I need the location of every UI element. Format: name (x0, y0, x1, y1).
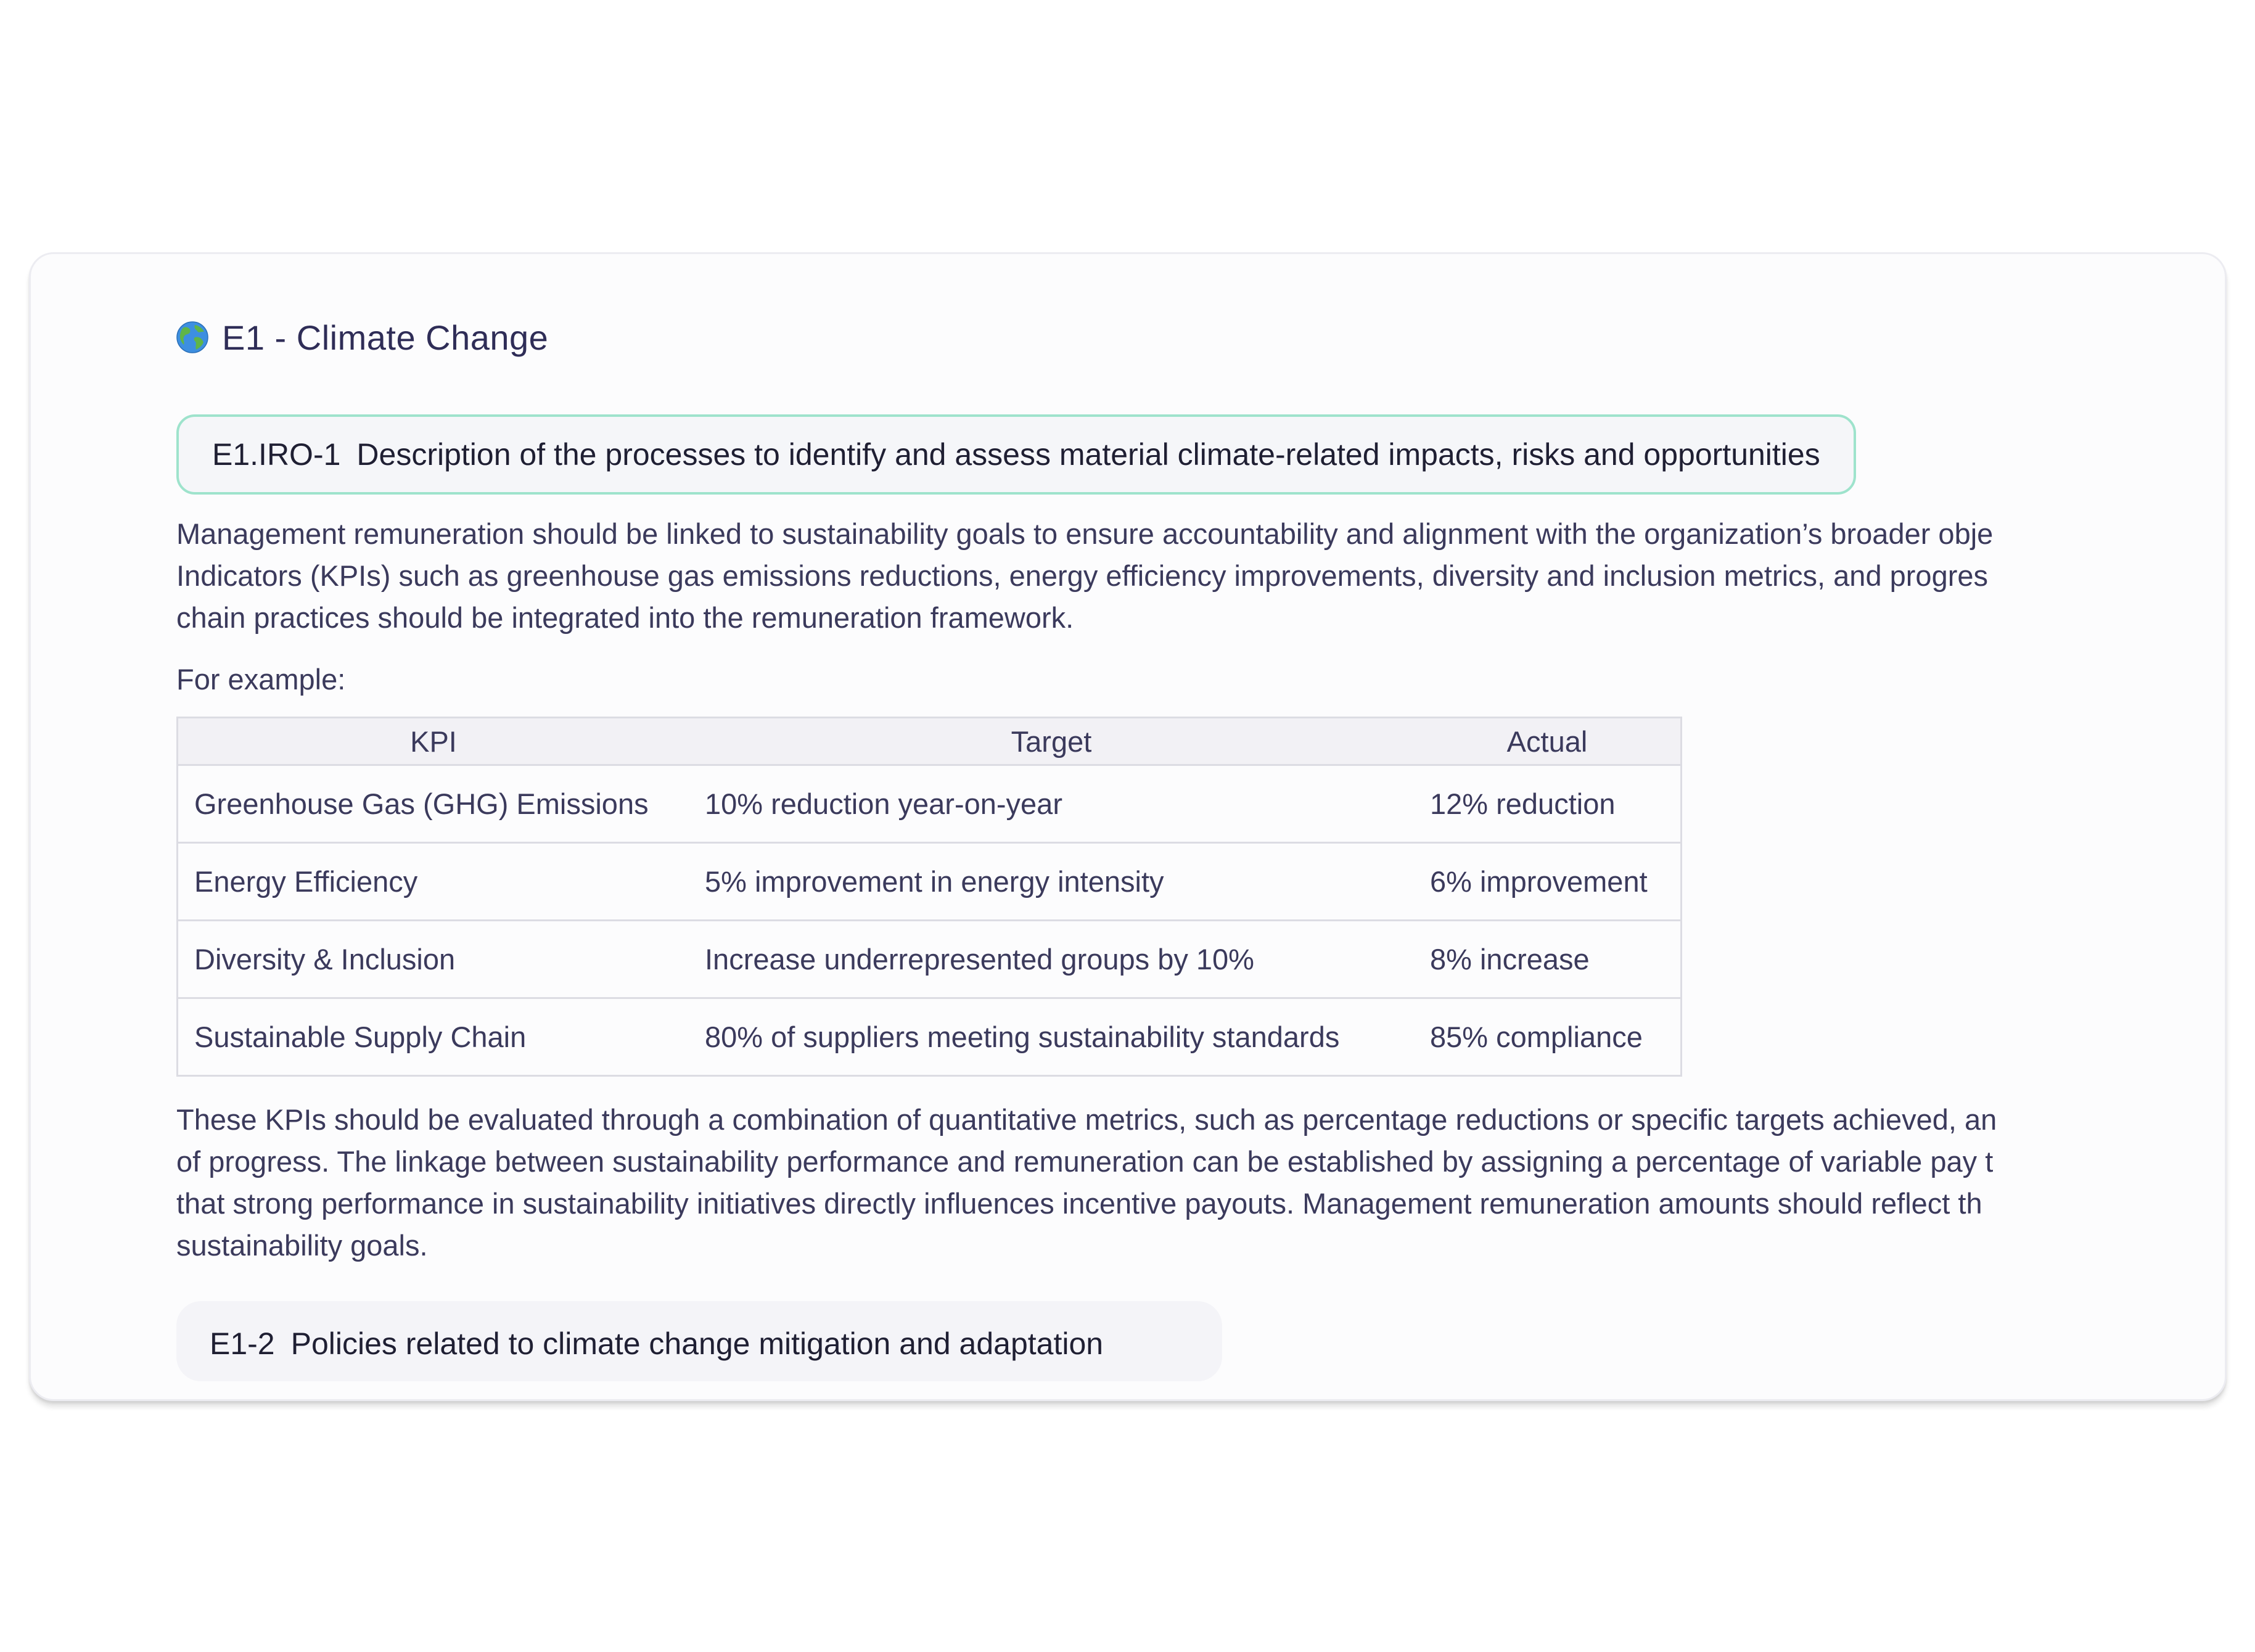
table-cell: 5% improvement in energy intensity (689, 843, 1414, 921)
example-label: For example: (176, 663, 346, 696)
disclosure-heading[interactable] (176, 414, 1856, 495)
globe-icon (176, 321, 208, 353)
table-header-row (178, 718, 1682, 765)
kpi-table (176, 717, 1682, 1077)
table-cell: 80% of suppliers meeting sustainability standards (689, 998, 1414, 1076)
intro-paragraph (176, 513, 2164, 639)
intro-line: chain practices should be integrated into the remuneration framework. (176, 601, 1074, 634)
table-cell: 6% improvement (1414, 843, 1682, 921)
table-cell: 12% reduction (1414, 765, 1682, 843)
intro-line: Indicators (KPIs) such as greenhouse gas emissions reductions, energy efficiency improvements, diversity and inclusion metrics, and progres (176, 559, 1989, 592)
table-row (178, 921, 1682, 998)
scroll-viewport[interactable] (176, 303, 2164, 1361)
section-title: E1 - Climate Change (222, 318, 549, 357)
table-cell: Increase underrepresented groups by 10% (689, 921, 1414, 998)
next-disclosure-code: E1-2 (210, 1326, 275, 1361)
table-cell: Diversity & Inclusion (178, 921, 689, 998)
closing-line: of progress. The linkage between sustainability performance and remuneration can be established by assigning a percentage of variable pay t (176, 1145, 1994, 1178)
content-card (29, 252, 2227, 1401)
closing-line: that strong performance in sustainability initiatives directly influences incentive payouts. Management remuneration amounts should reflect th (176, 1187, 1982, 1220)
table-cell: 10% reduction year-on-year (689, 765, 1414, 843)
table-cell: 8% increase (1414, 921, 1682, 998)
next-disclosure-title: Policies related to climate change mitigation and adaptation (290, 1326, 1104, 1361)
table-row (178, 843, 1682, 921)
scroll-content (176, 414, 2164, 1381)
disclosure-code: E1.IRO-1 (212, 437, 341, 472)
table-cell: Sustainable Supply Chain (178, 998, 689, 1076)
intro-line: Management remuneration should be linked to sustainability goals to ensure accountability and alignment with the organization’s broader obje (176, 517, 1994, 550)
disclosure-title: Description of the processes to identify and assess material climate-related impacts, risks and opportunities (356, 437, 1820, 472)
next-disclosure-heading[interactable] (176, 1301, 1222, 1381)
table-cell: Energy Efficiency (178, 843, 689, 921)
closing-line: These KPIs should be evaluated through a combination of quantitative metrics, such as percentage reductions or specific targets achieved, an (176, 1103, 1997, 1136)
closing-paragraph (176, 1099, 2164, 1267)
table-cell: 85% compliance (1414, 998, 1682, 1076)
column-header-actual: Actual (1414, 718, 1682, 765)
table-cell: Greenhouse Gas (GHG) Emissions (178, 765, 689, 843)
section-header (176, 303, 2164, 371)
column-header-target: Target (689, 718, 1414, 765)
closing-line: sustainability goals. (176, 1229, 428, 1262)
column-header-kpi: KPI (178, 718, 689, 765)
table-row (178, 765, 1682, 843)
table-row (178, 998, 1682, 1076)
